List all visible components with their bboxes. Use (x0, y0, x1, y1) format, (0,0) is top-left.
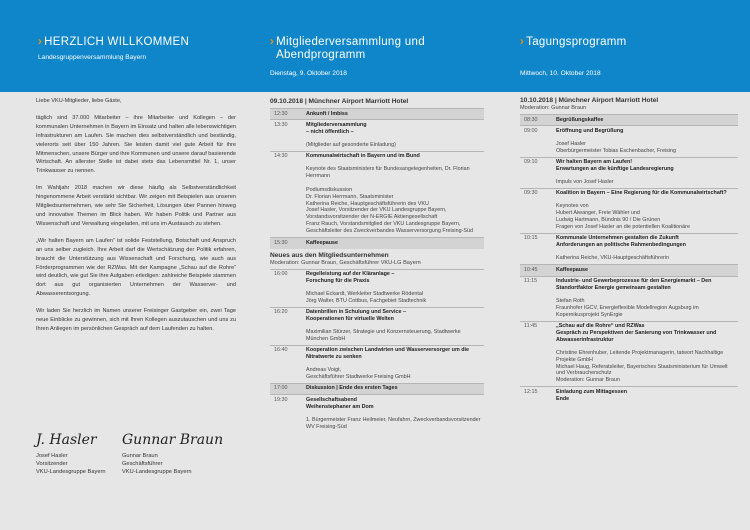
schedule-details: Christine Ehrenhuber, Leitende Projektmanagerin, tatwort Nachhaltige Projekte GmbH Michael Haug, Referatsleiter, Bayerisches Staatsministerium für Umwelt und Verbraucherschutz Moderation: Gunnar Braun (556, 349, 728, 384)
schedule-time: 17:00 (270, 383, 304, 394)
schedule-row (270, 151, 484, 237)
schedule-row (520, 126, 738, 157)
schedule-content (554, 157, 738, 188)
day2-program (520, 97, 738, 405)
evening-title: › Mitgliederversammlung und Abendprogramm (270, 36, 425, 61)
signature-braun: Gunnar Braun Gunnar Braun Geschäftsführer VKU-Landesgruppe Bayern (122, 432, 224, 475)
schedule-content (304, 151, 484, 237)
schedule-title: Mitgliederversammlung – nicht öffentlich – (306, 121, 367, 135)
schedule-row (520, 157, 738, 188)
schedule-title: Kaffeepause (556, 266, 589, 273)
schedule-row (270, 120, 484, 151)
day2-moderation: Moderation: Gunnar Braun (520, 105, 587, 111)
letter-paragraph: Im Wahljahr 2018 machen wir diese häufig als Selbstverständlichkeit hingenommene Arbeit verstärkt sichtbar. Wir zeigen mit Beispielen aus unseren Mitgliedsunternehmen, wie sehr Sie Sicherheit, Lösungen über Pannen hinweg und innovative Themen im Blick haben. Wir haben Politik und Partner aus Wissenschaft und Verwaltung eingeladen, mit uns im Austausch zu stehen. (36, 185, 236, 227)
schedule-content (554, 188, 738, 233)
schedule-title: Gesellschaftsabend Weihenstephaner am Dom (306, 396, 374, 410)
schedule-content (304, 345, 484, 383)
day1-title: 09.10.2018 | Münchner Airport Marriott Hotel (270, 98, 409, 105)
schedule-title: „Schau auf die Rohre“ und RZWas Gespräch zu Perspektiven der Sanierung von Trinkwasser und Abwasserinfrastruktur (556, 323, 717, 343)
schedule-title: Kommunale Unternehmen gestalten die Zukunft Anforderungen an politische Rahmenbedingungen (556, 235, 686, 249)
schedule-details: Impuls von Josef Hasler (556, 178, 614, 185)
schedule-details: Michael Eckardt, Werkleiter Stadtwerke Rödental Jörg Walter, BTU Cottbus, Fachgebiet Stadtechnik (306, 290, 427, 304)
schedule-row (270, 345, 484, 383)
schedule-title: Einladung zum Mittagessen Ende (556, 388, 627, 402)
schedule-title: Diskussion | Ende des ersten Tages (306, 385, 398, 392)
schedule-time: 19:30 (270, 395, 304, 433)
evening-date: Dienstag, 9. Oktober 2018 (270, 70, 347, 77)
schedule-time: 12:15 (520, 387, 554, 405)
day2-schedule-table (520, 114, 738, 405)
schedule-row (270, 383, 484, 394)
schedule-title: Regelleistung auf der Kläranlage – Forschung für die Praxis (306, 271, 395, 284)
day1-program (270, 98, 484, 432)
schedule-time: 16:20 (270, 307, 304, 345)
letter-paragraph: täglich sind 37.000 Mitarbeiter – ihre Mitarbeiter und Kollegen – der kommunalen Unternehmen in Bayern im Einsatz und halten alle lebenswichtigen Infrastrukturen am Laufen. Sie machen dies selbstverständlich und beständig, vielerorts seit über 150 Jahren. Sie leisten damit viel gute Arbeit für ihre Mitmenschen, unsere Bürger und ihre Kommunen und unsere darauf basierende Wirtschaft. An allerster Stelle ist dabei stets das Lebensmittel Nr. 1, unser Trinkwasser zu nennen. (36, 114, 236, 175)
welcome-letter (36, 97, 236, 342)
members-moderation: Moderation: Gunnar Braun, Geschäftsführer VKU-LG Bayern (270, 259, 421, 266)
schedule-time: 15:30 (270, 238, 304, 249)
chevron-right-icon: › (270, 36, 275, 48)
schedule-content (554, 387, 738, 405)
schedule-row (520, 276, 738, 321)
welcome-title: › HERZLICH WILLKOMMEN (38, 36, 190, 48)
schedule-content (554, 265, 738, 276)
schedule-row (270, 109, 484, 120)
letter-paragraph: Liebe VKU-Mitglieder, liebe Gäste, (36, 98, 122, 104)
schedule-details: Katherina Reiche, VKU-Hauptgeschäftsführerin (556, 255, 669, 262)
schedule-details: Maximilian Stürzer, Strategie und Konzernsteuerung, Stadtwerke München GmbH (306, 328, 461, 342)
schedule-row (270, 269, 484, 307)
schedule-time: 11:45 (520, 321, 554, 387)
schedule-title: Datenbrillen in Schulung und Service – Kooperationen für virtuelle Welten (306, 309, 407, 323)
schedule-title: Eröffnung und Begrüßung (556, 127, 624, 134)
signature-hasler: J. Hasler Josef Hasler Vorsitzender VKU-Landesgruppe Bayern (36, 432, 106, 475)
schedule-title: Kooperation zwischen Landwirten und Wasserversorger um die Nitratwerte zu senken (306, 347, 470, 361)
handwritten-signature: Gunnar Braun (122, 432, 224, 448)
schedule-row (520, 321, 738, 387)
schedule-row (270, 307, 484, 345)
schedule-content (554, 276, 738, 321)
schedule-time: 14:30 (270, 151, 304, 237)
schedule-time: 09:30 (520, 188, 554, 233)
schedule-content (304, 383, 484, 394)
schedule-content (554, 126, 738, 157)
schedule-title: Begrüßungskaffee (556, 116, 604, 123)
schedule-row (520, 115, 738, 126)
schedule-content (554, 233, 738, 264)
schedule-row (520, 233, 738, 264)
schedule-title: Koalition in Bayern – Eine Regierung für die Kommunalwirtschaft? (556, 190, 727, 197)
chevron-right-icon: › (520, 36, 525, 48)
schedule-details: Keynote des Staatsministers für Bundesangelegenheiten, Dr. Florian Herrmann Podiumsdiskussion Dr. Florian Herrmann, Staatsminister Katherina Reiche, Hauptgeschäftsführerin des VKU Josef Hasler, Vorsitzender der VKU Landesgruppe Bayern, Vorstandsvorsitzender der N-ERGIE Aktiengesellschaft Franz Rauch, Vorstandsmitglied der VKU Landesgruppe Bayern, Geschäftsleiter des Zweckverbandes Wasserversorgung Freising-Süd (306, 166, 473, 235)
schedule-time: 16:40 (270, 345, 304, 383)
day2-title: 10.10.2018 | Münchner Airport Marriott Hotel (520, 97, 659, 104)
schedule-content (554, 115, 738, 126)
schedule-content (304, 269, 484, 307)
schedule-time: 12:30 (270, 109, 304, 120)
schedule-row (520, 387, 738, 405)
schedule-content (554, 321, 738, 387)
chevron-right-icon: › (38, 36, 43, 48)
schedule-content (304, 238, 484, 249)
schedule-title: Industrie- und Gewerbeprozesse für den Energiemarkt – Den Standortfaktor Energie gemeinsam gestalten (556, 278, 712, 291)
letter-paragraph: Wir laden Sie herzlich im Namen unserer Freisinger Gastgeber ein, zwei Tage neue Einblicke zu gewinnen, sich mit Ihren Kollegen auszutauschen und uns zu Ihren Anliegen im persönlichen Gespräch auf dem Laufenden zu halten. (36, 308, 236, 332)
schedule-time: 09:10 (520, 157, 554, 188)
schedule-row (520, 265, 738, 276)
schedule-row (270, 238, 484, 249)
schedule-content (304, 307, 484, 345)
schedule-content (304, 120, 484, 151)
schedule-time: 10:15 (520, 233, 554, 264)
schedule-details: Josef Hasler Oberbürgermeister Tobias Eschenbacher, Freising (556, 140, 677, 154)
schedule-details: Stefan Roth Fraunhofer IGCV, Energieflexible Modellregion Augsburg im Kopernikusprojekt SynErgie (556, 297, 699, 318)
schedule-time: 11:15 (520, 276, 554, 321)
handwritten-signature: J. Hasler (36, 432, 97, 448)
schedule-time: 10:45 (520, 265, 554, 276)
conference-date: Mittwoch, 10. Oktober 2018 (520, 70, 601, 77)
day1-schedule-table (270, 108, 484, 249)
schedule-time: 16:00 (270, 269, 304, 307)
schedule-title: Kommunalwirtschaft in Bayern und im Bund (306, 153, 420, 160)
conference-title: › Tagungsprogramm (520, 36, 627, 48)
schedule-title: Ankunft / Imbiss (306, 110, 348, 117)
schedule-row (270, 395, 484, 433)
schedule-row (520, 188, 738, 233)
schedule-content (304, 395, 484, 433)
schedule-title: Wir halten Bayern am Laufen! Erwartungen an die künftige Landesregierung (556, 159, 674, 173)
members-schedule-table (270, 269, 484, 433)
schedule-details: Andreas Voigt, Geschäftsführer Stadtwerke Freising GmbH (306, 367, 411, 380)
schedule-content (304, 109, 484, 120)
schedule-details: (Mitglieder auf gesonderte Einladung) (306, 141, 396, 148)
schedule-time: 13:30 (270, 120, 304, 151)
schedule-time: 08:30 (520, 115, 554, 126)
schedule-details: Keynotes von Hubert Aiwanger, Freie Wähler und Ludwig Hartmann, Bündnis 90 / Die Grünen Fragen von Josef Hasler an die potentiellen Koalitionäre (556, 203, 690, 230)
schedule-title: Kaffeepause (306, 239, 339, 246)
welcome-subtitle: Landesgruppenversammlung Bayern (38, 54, 147, 61)
members-section-title: Neues aus den Mitgliedsunternehmen (270, 251, 389, 259)
schedule-time: 09:00 (520, 126, 554, 157)
letter-paragraph: „Wir halten Bayern am Laufen“ ist solide Feststellung, Botschaft und Anspruch an uns selber zugleich. Ihre Arbeit darf die Wertschätzung der Politik erfahren, braucht die Unterstützung aus Wissenschaft und Forschung, wie auch aus Förderprogrammen wie der RZWas. Mit der Kampagne „Schau auf die Rohre“ wird deutlich, wie gut Sie ihre Aufgaben erledigen: zahlreiche Beispiele stammen dort aus gut organisierten Unternehmen der Wasserver- und Abwasserentsorgung. (36, 237, 236, 298)
schedule-details: 1. Bürgermeister Franz Heilmeier, Neufahrn, Zweckverbandsvorsitzender WV Freising-Süd (306, 416, 481, 430)
